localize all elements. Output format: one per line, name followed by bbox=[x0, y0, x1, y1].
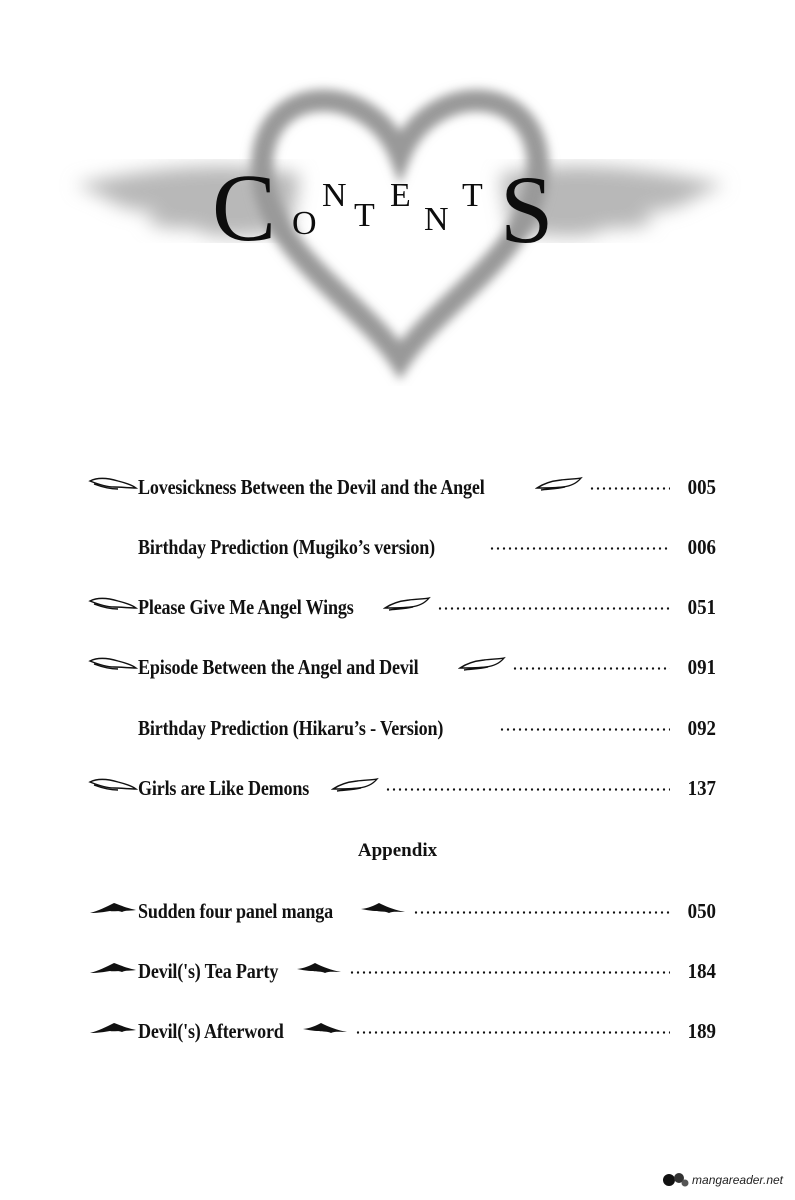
toc-entry-page: 006 bbox=[687, 535, 716, 559]
toc-entry-title: Lovesickness Between the Devil and the Angel bbox=[138, 475, 485, 499]
devil-wing-icon bbox=[88, 899, 138, 917]
dot-leader bbox=[512, 667, 670, 670]
angel-wing-icon bbox=[535, 475, 583, 493]
toc-entry-title: Episode Between the Angel and Devil bbox=[138, 655, 419, 679]
angel-wing-icon bbox=[88, 655, 138, 673]
mangareader-logo-icon bbox=[660, 1170, 690, 1190]
devil-wing-icon bbox=[301, 1019, 349, 1037]
contents-title bbox=[212, 154, 553, 263]
title-letter-t2: T bbox=[462, 177, 483, 214]
toc-entry[interactable] bbox=[88, 767, 716, 801]
title-letter-n2: N bbox=[424, 201, 449, 238]
angel-wing-icon bbox=[458, 655, 506, 673]
toc-entry-title: Birthday Prediction (Mugiko’s version) bbox=[138, 535, 435, 559]
toc-entry-page: 137 bbox=[687, 776, 716, 800]
title-letter-o: O bbox=[292, 205, 317, 242]
title-letter-t1: T bbox=[354, 197, 375, 234]
toc-entry-page: 005 bbox=[687, 475, 716, 499]
toc-entry-title: Birthday Prediction (Hikaru’s - Version) bbox=[138, 716, 444, 740]
dot-leader bbox=[385, 788, 670, 791]
toc-entry-title: Please Give Me Angel Wings bbox=[138, 595, 354, 619]
devil-wing-icon bbox=[88, 959, 138, 977]
devil-wing-icon bbox=[88, 1019, 138, 1037]
appendix-heading: Appendix bbox=[357, 840, 438, 861]
toc-entry-title: Girls are Like Demons bbox=[138, 776, 310, 800]
toc-entry[interactable] bbox=[88, 526, 716, 560]
devil-wing-icon bbox=[359, 899, 407, 917]
toc-entry[interactable] bbox=[88, 646, 716, 680]
devil-wing-icon bbox=[295, 959, 343, 977]
title-letter-e: E bbox=[390, 177, 411, 214]
toc-entry[interactable] bbox=[88, 466, 716, 500]
angel-wing-icon bbox=[331, 776, 379, 794]
appendix-entry[interactable] bbox=[88, 1010, 716, 1044]
dot-leader bbox=[499, 728, 670, 731]
dot-leader bbox=[437, 607, 670, 610]
title-letter-c: C bbox=[212, 154, 277, 261]
appendix-entry[interactable] bbox=[88, 890, 716, 924]
contents-title-art bbox=[0, 60, 795, 400]
angel-wing-icon bbox=[88, 595, 138, 613]
appendix-entry[interactable] bbox=[88, 950, 716, 984]
angel-wing-icon bbox=[88, 475, 138, 493]
title-letter-n1: N bbox=[322, 177, 347, 214]
dot-leader bbox=[355, 1031, 670, 1034]
title-letter-s: S bbox=[500, 156, 554, 263]
angel-wing-icon bbox=[88, 776, 138, 794]
toc-entry[interactable] bbox=[88, 586, 716, 620]
toc-entry[interactable] bbox=[88, 707, 716, 741]
toc-entry-page: 091 bbox=[687, 655, 716, 679]
appendix-entry-title: Devil('s) Afterword bbox=[138, 1019, 284, 1043]
appendix-entry-page: 184 bbox=[687, 959, 716, 983]
dot-leader bbox=[589, 487, 670, 490]
angel-wing-icon bbox=[383, 595, 431, 613]
watermark-text: mangareader.net bbox=[692, 1173, 783, 1187]
appendix-entry-page: 189 bbox=[687, 1019, 716, 1043]
appendix-entry-title: Devil('s) Tea Party bbox=[138, 959, 279, 983]
appendix-entry-page: 050 bbox=[687, 899, 716, 923]
appendix-entry-title: Sudden four panel manga bbox=[138, 899, 333, 923]
toc-entry-page: 051 bbox=[687, 595, 716, 619]
toc-entry-page: 092 bbox=[687, 716, 716, 740]
dot-leader bbox=[413, 911, 670, 914]
dot-leader bbox=[349, 971, 670, 974]
site-watermark bbox=[660, 1170, 783, 1190]
dot-leader bbox=[489, 547, 670, 550]
